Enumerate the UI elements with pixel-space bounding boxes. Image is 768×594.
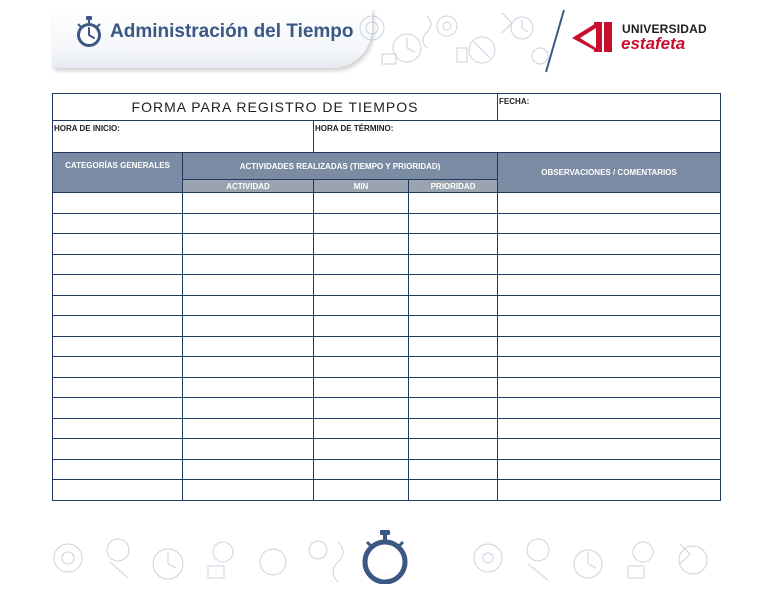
table-row [53, 275, 721, 296]
cell-actividad[interactable] [183, 377, 314, 398]
table-row [53, 234, 721, 255]
cell-min[interactable] [314, 336, 409, 357]
cell-prioridad[interactable] [409, 316, 498, 337]
cell-min[interactable] [314, 234, 409, 255]
cell-min[interactable] [314, 316, 409, 337]
cell-categoria[interactable] [53, 234, 183, 255]
fecha-field[interactable] [498, 94, 721, 121]
time-log-form [52, 93, 721, 501]
cell-actividad[interactable] [183, 275, 314, 296]
cell-categoria[interactable] [53, 439, 183, 460]
cell-observaciones[interactable] [498, 275, 721, 296]
cell-actividad[interactable] [183, 213, 314, 234]
hora-inicio-label: HORA DE INICIO: [54, 124, 120, 133]
cell-observaciones[interactable] [498, 254, 721, 275]
cell-min[interactable] [314, 275, 409, 296]
cell-observaciones[interactable] [498, 459, 721, 480]
cell-observaciones[interactable] [498, 439, 721, 460]
cell-observaciones[interactable] [498, 398, 721, 419]
form-title: FORMA PARA REGISTRO DE TIEMPOS [53, 94, 498, 121]
cell-prioridad[interactable] [409, 398, 498, 419]
cell-categoria[interactable] [53, 275, 183, 296]
cell-observaciones[interactable] [498, 295, 721, 316]
column-header-min: MIN [314, 180, 409, 193]
cell-min[interactable] [314, 459, 409, 480]
fecha-label: FECHA: [499, 97, 530, 106]
hora-termino-label: HORA DE TÉRMINO: [315, 124, 394, 133]
cell-prioridad[interactable] [409, 295, 498, 316]
cell-min[interactable] [314, 213, 409, 234]
cell-min[interactable] [314, 439, 409, 460]
cell-min[interactable] [314, 254, 409, 275]
cell-observaciones[interactable] [498, 336, 721, 357]
cell-actividad[interactable] [183, 254, 314, 275]
table-row [53, 377, 721, 398]
cell-observaciones[interactable] [498, 377, 721, 398]
table-row [53, 480, 721, 501]
stopwatch-icon [74, 15, 104, 49]
cell-categoria[interactable] [53, 418, 183, 439]
cell-observaciones[interactable] [498, 213, 721, 234]
cell-prioridad[interactable] [409, 480, 498, 501]
hora-termino-field[interactable] [314, 121, 721, 153]
cell-min[interactable] [314, 398, 409, 419]
cell-actividad[interactable] [183, 357, 314, 378]
cell-min[interactable] [314, 295, 409, 316]
cell-categoria[interactable] [53, 295, 183, 316]
cell-prioridad[interactable] [409, 336, 498, 357]
doodle-pattern-header [352, 8, 552, 70]
table-row [53, 398, 721, 419]
table-row [53, 439, 721, 460]
cell-actividad[interactable] [183, 295, 314, 316]
cell-prioridad[interactable] [409, 234, 498, 255]
table-row [53, 254, 721, 275]
cell-min[interactable] [314, 357, 409, 378]
cell-actividad[interactable] [183, 418, 314, 439]
hora-inicio-field[interactable] [53, 121, 314, 153]
cell-actividad[interactable] [183, 439, 314, 460]
cell-categoria[interactable] [53, 480, 183, 501]
table-row [53, 316, 721, 337]
cell-categoria[interactable] [53, 459, 183, 480]
cell-actividad[interactable] [183, 193, 314, 214]
cell-observaciones[interactable] [498, 418, 721, 439]
cell-prioridad[interactable] [409, 193, 498, 214]
university-name: UNIVERSIDAD [622, 22, 707, 36]
university-logo-icon [568, 18, 614, 56]
cell-observaciones[interactable] [498, 193, 721, 214]
column-header-actividades: ACTIVIDADES REALIZADAS (TIEMPO Y PRIORIDAD) [183, 153, 498, 180]
column-header-actividad: ACTIVIDAD [183, 180, 314, 193]
cell-categoria[interactable] [53, 213, 183, 234]
cell-categoria[interactable] [53, 398, 183, 419]
cell-prioridad[interactable] [409, 213, 498, 234]
footer-stopwatch-icon [360, 528, 410, 584]
cell-actividad[interactable] [183, 234, 314, 255]
form-body [53, 193, 721, 501]
divider-slash [540, 8, 570, 74]
cell-observaciones[interactable] [498, 480, 721, 501]
cell-prioridad[interactable] [409, 377, 498, 398]
cell-prioridad[interactable] [409, 459, 498, 480]
table-row [53, 295, 721, 316]
cell-categoria[interactable] [53, 336, 183, 357]
cell-min[interactable] [314, 418, 409, 439]
cell-observaciones[interactable] [498, 316, 721, 337]
cell-actividad[interactable] [183, 316, 314, 337]
cell-categoria[interactable] [53, 254, 183, 275]
app-title: Administración del Tiempo [110, 21, 354, 42]
cell-actividad[interactable] [183, 336, 314, 357]
table-row [53, 418, 721, 439]
cell-actividad[interactable] [183, 459, 314, 480]
university-brand: estafeta [621, 34, 686, 53]
cell-min[interactable] [314, 480, 409, 501]
table-row [53, 213, 721, 234]
table-row [53, 336, 721, 357]
cell-actividad[interactable] [183, 398, 314, 419]
column-header-prioridad: PRIORIDAD [409, 180, 498, 193]
cell-categoria[interactable] [53, 193, 183, 214]
cell-observaciones[interactable] [498, 234, 721, 255]
cell-categoria[interactable] [53, 357, 183, 378]
cell-prioridad[interactable] [409, 275, 498, 296]
cell-categoria[interactable] [53, 316, 183, 337]
cell-min[interactable] [314, 193, 409, 214]
table-row [53, 459, 721, 480]
cell-prioridad[interactable] [409, 357, 498, 378]
column-header-observaciones: OBSERVACIONES / COMENTARIOS [498, 153, 721, 193]
table-row [53, 193, 721, 214]
cell-actividad[interactable] [183, 480, 314, 501]
cell-min[interactable] [314, 377, 409, 398]
cell-observaciones[interactable] [498, 357, 721, 378]
cell-categoria[interactable] [53, 377, 183, 398]
table-row [53, 357, 721, 378]
cell-prioridad[interactable] [409, 254, 498, 275]
cell-prioridad[interactable] [409, 439, 498, 460]
cell-prioridad[interactable] [409, 418, 498, 439]
column-header-categorias: CATEGORÍAS GENERALES [53, 153, 183, 193]
